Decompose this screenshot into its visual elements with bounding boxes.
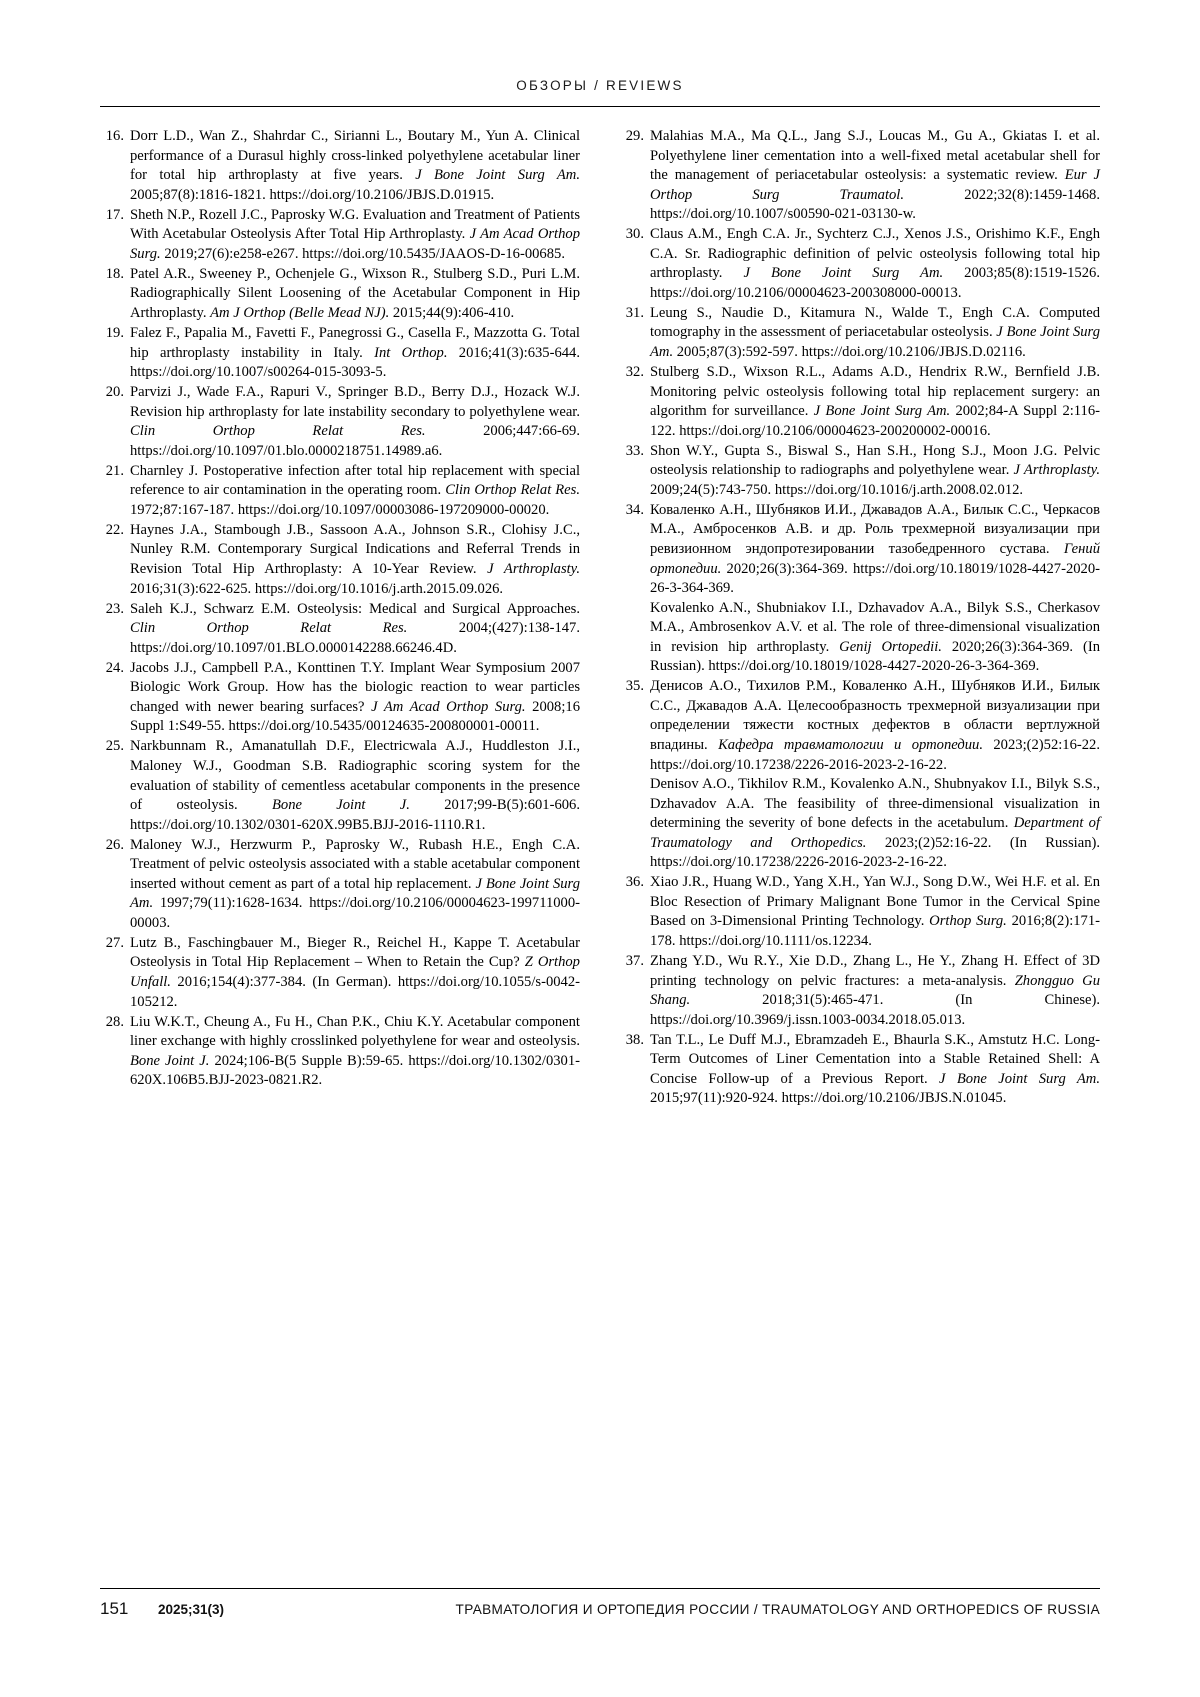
reference-source-title: J Am Acad Orthop Surg.: [130, 226, 580, 262]
reference-text-segment: Lutz B., Faschingbauer M., Bieger R., Reichel H., Kappe T. Acetabular Osteolysis in Total Hip Replacement – When to Retain the Cup?: [130, 934, 580, 971]
reference-text-segment: 2016;8(2):171-178. https://doi.org/10.1111/os.12234.: [650, 913, 1100, 949]
reference-text: [130, 837, 580, 931]
reference-text: [130, 1014, 580, 1089]
reference-text: [130, 207, 580, 262]
reference-text-segment: 1972;87:167-187. https://doi.org/10.1097/00003086-197209000-00020.: [130, 501, 550, 518]
reference-text-segment: Коваленко А.Н., Шубняков И.И., Джавадов А.А., Билык С.С., Черкасов М.А., Амбросенков А.В. и др. Роль трехмерной визуализации при ревизионном эндопротезировании тазобедренного сустава.: [650, 501, 1100, 557]
reference-text: [650, 953, 1100, 1028]
reference-item: [100, 521, 580, 599]
reference-number: 17.: [105, 206, 124, 223]
reference-text-segment: 2019;27(6):e258-e267. https://doi.org/10.5435/JAAOS-D-16-00685.: [160, 245, 565, 262]
reference-list-left: [100, 127, 580, 1091]
reference-text: [650, 364, 1100, 439]
reference-text-segment: 2008;16 Suppl 1:S49-55. https://doi.org/10.5435/00124635-200800001-00011.: [130, 698, 580, 735]
reference-item: [100, 1013, 580, 1091]
footer-row: [100, 1599, 1100, 1619]
reference-item: [620, 442, 1100, 501]
reference-source-title: Clin Orthop Relat Res.: [130, 423, 426, 440]
volume-issue: 2025;31(3): [158, 1602, 225, 1617]
reference-text-segment: Parvizi J., Wade F.A., Rapuri V., Springer B.D., Berry D.J., Hozack W.J. Revision hip arthroplasty for late instability secondary to polyethylene wear.: [130, 384, 580, 420]
reference-source-title: Zhongguo Gu Shang.: [650, 972, 1100, 1009]
reference-number: 34.: [625, 501, 644, 518]
reference-item: [620, 225, 1100, 303]
reference-item: [620, 1031, 1100, 1109]
reference-number: 16.: [105, 128, 124, 144]
reference-text: [130, 463, 580, 518]
reference-number: 23.: [105, 600, 124, 617]
reference-item: [620, 304, 1100, 363]
reference-text: [130, 266, 580, 321]
reference-number: 31.: [625, 304, 644, 321]
reference-text-segment: 2024;106-B(5 Supple B):59-65. https://doi.org/10.1302/0301-620X.106B5.BJJ-2023-0821.R2.: [130, 1052, 580, 1089]
reference-source-title: J Bone Joint Surg Am.: [130, 875, 580, 912]
reference-text-segment: Leung S., Naudie D., Kitamura N., Walde T., Engh C.A. Computed tomography in the assessment of periacetabular osteolysis.: [650, 304, 1100, 341]
reference-source-title: Genij Ortopedii.: [839, 638, 942, 655]
reference-source-title: Clin Orthop Relat Res.: [445, 482, 580, 499]
reference-number: 26.: [105, 836, 124, 853]
reference-item: [100, 934, 580, 1012]
reference-number: 28.: [105, 1013, 124, 1030]
reference-source-title: Кафедра травматологии и ортопедии.: [718, 736, 983, 753]
footer-divider: [100, 1588, 1100, 1589]
reference-text-segment: Kovalenko A.N., Shubniakov I.I., Dzhavadov A.A., Bilyk S.S., Cherkasov M.A., Ambrosenkov A.V. et al. The role of three-dimensional visualization in revision hip arthroplasty.: [650, 599, 1100, 655]
left-column: [100, 127, 580, 1109]
reference-source-title: J Bone Joint Surg Am.: [939, 1070, 1100, 1087]
reference-text: [130, 384, 580, 459]
reference-source-title: J Arthroplasty.: [487, 561, 580, 578]
reference-source-title: J Bone Joint Surg Am.: [415, 167, 580, 184]
reference-text-segment: Dorr L.D., Wan Z., Shahrdar C., Sirianni L., Boutary M., Yun A. Clinical performance of a Durasul highly cross-linked polyethylene acetabular liner for total hip arthroplasty at five years.: [130, 128, 580, 184]
reference-source-title: J Bone Joint Surg Am.: [743, 265, 944, 282]
reference-columns: [100, 127, 1100, 1109]
reference-text: [130, 128, 580, 203]
reference-number: 25.: [105, 738, 124, 755]
reference-item: [100, 127, 580, 205]
reference-source-title: Orthop Surg.: [929, 913, 1007, 930]
journal-title: ТРАВМАТОЛОГИЯ И ОРТОПЕДИЯ РОССИИ / TRAUMATOLOGY AND ORTHOPEDICS OF RUSSIA: [455, 1602, 1100, 1617]
reference-text-segment: Jacobs J.J., Campbell P.A., Konttinen T.Y. Implant Wear Symposium 2007 Biologic Work Group. How has the biologic reaction to wear particles changed with newer bearing surfaces?: [130, 659, 580, 715]
reference-source-title: Clin Orthop Relat Res.: [130, 620, 408, 637]
reference-item: [100, 383, 580, 461]
reference-text-segment: 2015;97(11):920-924. https://doi.org/10.2106/JBJS.N.01045.: [650, 1090, 1007, 1107]
reference-number: 30.: [625, 226, 644, 243]
reference-item: [100, 737, 580, 835]
reference-text-segment: Malahias M.A., Ma Q.L., Jang S.J., Loucas M., Gu A., Gkiatas I. et al. Polyethylene liner cementation into a well-fixed metal acetabular shell for the management of periacetabular osteolysis: a systematic review.: [650, 128, 1100, 184]
reference-text: [130, 935, 580, 1010]
reference-text-segment: Saleh K.J., Schwarz E.M. Osteolysis: Medical and Surgical Approaches.: [130, 600, 580, 617]
reference-text: [130, 601, 580, 656]
reference-text-segment: 2009;24(5):743-750. https://doi.org/10.1016/j.arth.2008.02.012.: [650, 481, 1024, 498]
reference-text-segment: 2018;31(5):465-471. (In Chinese). https://doi.org/10.3969/j.issn.1003-0034.2018.05.013.: [650, 992, 1100, 1028]
reference-text-segment: Liu W.K.T., Cheung A., Fu H., Chan P.K., Chiu K.Y. Acetabular component liner exchange with highly crosslinked polyethylene for wear and osteolysis.: [130, 1013, 580, 1050]
reference-source-title: J Bone Joint Surg Am.: [813, 403, 951, 420]
reference-source-title: J Bone Joint Surg Am.: [650, 324, 1100, 361]
reference-number: 32.: [625, 364, 644, 381]
reference-text-segment: 2004;(427):138-147. https://doi.org/10.1097/01.BLO.0000142288.66246.4D.: [130, 620, 580, 656]
reference-item: [620, 501, 1100, 677]
page-footer: [100, 1588, 1100, 1619]
reference-text-segment: Charnley J. Postoperative infection after total hip replacement with special reference to air contamination in the operating room.: [130, 462, 580, 499]
reference-text-segment: Narkbunnam R., Amanatullah D.F., Electricwala A.J., Huddleston J.I., Maloney W.J., Goodman S.B. Radiographic scoring system for the evaluation of stability of cementless acetabular components in the presence of osteolysis.: [130, 738, 580, 814]
reference-text: [650, 443, 1100, 498]
reference-number: 22.: [105, 521, 124, 538]
reference-item: [620, 677, 1100, 872]
reference-text-segment: 2023;(2)52:16-22. https://doi.org/10.17238/2226-2016-2023-2-16-22.: [650, 736, 1100, 773]
reference-number: 35.: [625, 678, 644, 695]
reference-number: 27.: [105, 934, 124, 951]
reference-text-segment: 2005;87(3):592-597. https://doi.org/10.2106/JBJS.D.02116.: [673, 344, 1026, 361]
reference-text-segment: 2003;85(8):1519-1526. https://doi.org/10.2106/00004623-200308000-00013.: [650, 265, 1100, 301]
reference-text: [130, 738, 580, 832]
page-number: 151: [100, 1599, 129, 1618]
reference-item: [100, 659, 580, 737]
right-column: [620, 127, 1100, 1109]
reference-text-segment: Stulberg S.D., Wixson R.L., Adams A.D., Hendrix R.W., Bernfield J.B. Monitoring pelvic osteolysis following total hip replacement surgery: an algorithm for surveillance.: [650, 364, 1100, 420]
reference-text-segment: Falez F., Papalia M., Favetti F., Panegrossi G., Casella F., Mazzotta G. Total hip arthroplasty instability in Italy.: [130, 324, 580, 361]
reference-source-title: J Arthroplasty.: [1013, 462, 1100, 479]
reference-text-segment: Claus A.M., Engh C.A. Jr., Sychterz C.J., Xenos J.S., Orishimo K.F., Engh C.A. Sr. Radiographic definition of pelvic osteolysis following total hip arthroplasty.: [650, 226, 1100, 282]
reference-text-segment: 2005;87(8):1816-1821. https://doi.org/10.2106/JBJS.D.01915.: [130, 186, 495, 203]
reference-text-segment: 2020;26(3):364-369. (In Russian). https://doi.org/10.18019/1028-4427-2020-26-3-364-369.: [650, 638, 1100, 675]
reference-text: [130, 325, 580, 380]
reference-text-segment: Haynes J.A., Stambough J.B., Sassoon A.A., Johnson S.R., Clohisy J.C., Nunley R.M. Contemporary Surgical Indications and Referral Trends in Revision Total Hip Arthroplasty: A 10-Year Review.: [130, 521, 580, 578]
reference-number: 37.: [625, 952, 644, 969]
reference-text: [650, 1032, 1100, 1107]
reference-text-segment: Shon W.Y., Gupta S., Biswal S., Han S.H., Hong S.J., Moon J.G. Pelvic osteolysis relationship to radiographs and polyethylene wear.: [650, 442, 1100, 479]
reference-source-title: Int Orthop.: [374, 344, 448, 361]
reference-text-segment: 2015;44(9):406-410.: [389, 304, 515, 321]
reference-number: 19.: [105, 324, 124, 341]
reference-item: [100, 836, 580, 934]
reference-source-title: Am J Orthop (Belle Mead NJ).: [210, 304, 390, 321]
reference-text-segment: 2020;26(3):364-369. https://doi.org/10.18019/1028-4427-2020-26-3-364-369.: [650, 560, 1100, 597]
reference-text-segment: Sheth N.P., Rozell J.C., Paprosky W.G. Evaluation and Treatment of Patients With Acetabular Osteolysis After Total Hip Arthroplasty.: [130, 206, 580, 243]
reference-source-title: Z Orthop Unfall.: [130, 954, 580, 991]
reference-number: 38.: [625, 1031, 644, 1048]
reference-item: [620, 873, 1100, 951]
reference-text: [650, 128, 1100, 222]
reference-number: 18.: [105, 265, 124, 282]
reference-text: [650, 874, 1100, 949]
reference-item: [100, 206, 580, 265]
reference-text-segment: Patel A.R., Sweeney P., Ochenjele G., Wixson R., Stulberg S.D., Puri L.M. Radiographically Silent Loosening of the Acetabular Component in Hip Arthroplasty.: [130, 265, 580, 321]
reference-text-segment: 2023;(2)52:16-22. (In Russian). https://doi.org/10.17238/2226-2016-2023-2-16-22.: [650, 834, 1101, 871]
reference-text-segment: Денисов А.О., Тихилов Р.М., Коваленко А.Н., Шубняков И.И., Билык С.С., Джавадов А.А. Целесообразность трехмерной визуализации при определении тяжести костных дефектов в области вертлужной впадины.: [650, 678, 1100, 753]
reference-number: 21.: [105, 462, 124, 479]
reference-source-title: Bone Joint J.: [130, 1052, 210, 1069]
reference-source-title: Гений ортопедии.: [650, 540, 1100, 577]
reference-text-segment: 2017;99-B(5):601-606. https://doi.org/10.1302/0301-620X.99B5.BJJ-2016-1110.R1.: [130, 797, 580, 833]
reference-number: 33.: [625, 442, 644, 459]
reference-text: [650, 678, 1100, 870]
header-divider: [100, 106, 1100, 107]
reference-text: [650, 502, 1100, 674]
running-head: ОБЗОРЫ / REVIEWS: [516, 78, 684, 93]
reference-text-segment: Denisov A.O., Tikhilov R.M., Kovalenko A.N., Shubnyakov I.I., Bilyk S.S., Dzhavadov A.A. The feasibility of three-dimensional visualization in determining the severity of bone defects in the acetabulum.: [650, 776, 1100, 832]
reference-text: [130, 660, 580, 735]
reference-item: [620, 952, 1100, 1030]
reference-item: [620, 127, 1100, 225]
reference-text-segment: 2006;447:66-69. https://doi.org/10.1097/01.blo.0000218751.14989.a6.: [130, 423, 580, 459]
reference-source-title: J Am Acad Orthop Surg.: [371, 698, 526, 715]
reference-text-segment: Zhang Y.D., Wu R.Y., Xie D.D., Zhang L., He Y., Zhang H. Effect of 3D printing technology on pelvic fractures: a meta-analysis.: [650, 952, 1100, 989]
reference-text-segment: 2016;41(3):635-644. https://doi.org/10.1007/s00264-015-3093-5.: [130, 344, 580, 381]
reference-text: [650, 305, 1100, 360]
reference-text-segment: 2016;31(3):622-625. https://doi.org/10.1016/j.arth.2015.09.026.: [130, 580, 504, 597]
reference-text: [130, 522, 580, 597]
reference-list-right: [620, 127, 1100, 1109]
reference-text-segment: 2002;84-A Suppl 2:116-122. https://doi.org/10.2106/00004623-200200002-00016.: [650, 403, 1101, 439]
reference-item: [100, 265, 580, 324]
reference-text-segment: 2022;32(8):1459-1468. https://doi.org/10.1007/s00590-021-03130-w.: [650, 186, 1100, 223]
reference-item: [100, 600, 580, 659]
reference-source-title: Department of Traumatology and Orthopedics.: [650, 815, 1100, 851]
reference-text-segment: 1997;79(11):1628-1634. https://doi.org/10.2106/00004623-199711000-00003.: [130, 895, 580, 931]
reference-text-segment: Maloney W.J., Herzwurm P., Paprosky W., Rubash H.E., Engh C.A. Treatment of pelvic osteolysis associated with a stable acetabular component inserted without cement as part of a total hip replacement.: [130, 836, 580, 892]
reference-number: 20.: [105, 384, 124, 401]
reference-number: 36.: [625, 874, 644, 891]
reference-item: [100, 324, 580, 383]
reference-item: [620, 363, 1100, 441]
reference-text-segment: Tan T.L., Le Duff M.J., Ebramzadeh E., Bhaurla S.K., Amstutz H.C. Long-Term Outcomes of Liner Cementation into a Stable Retained Shell: A Concise Follow-up of a Previous Report.: [650, 1031, 1100, 1087]
reference-source-title: Eur J Orthop Surg Traumatol.: [650, 167, 1100, 203]
reference-text-segment: 2016;154(4):377-384. (In German). https://doi.org/10.1055/s-0042-105212.: [130, 974, 580, 1010]
reference-item: [100, 462, 580, 521]
reference-text-segment: Xiao J.R., Huang W.D., Yang X.H., Yan W.J., Song D.W., Wei H.F. et al. En Bloc Resection of Primary Malignant Bone Tumor in the Cervical Spine Based on 3-Dimensional Printing Technology.: [650, 874, 1100, 930]
reference-number: 24.: [105, 659, 124, 676]
reference-source-title: Bone Joint J.: [271, 797, 410, 814]
reference-number: 29.: [625, 128, 644, 144]
reference-text: [650, 226, 1100, 301]
